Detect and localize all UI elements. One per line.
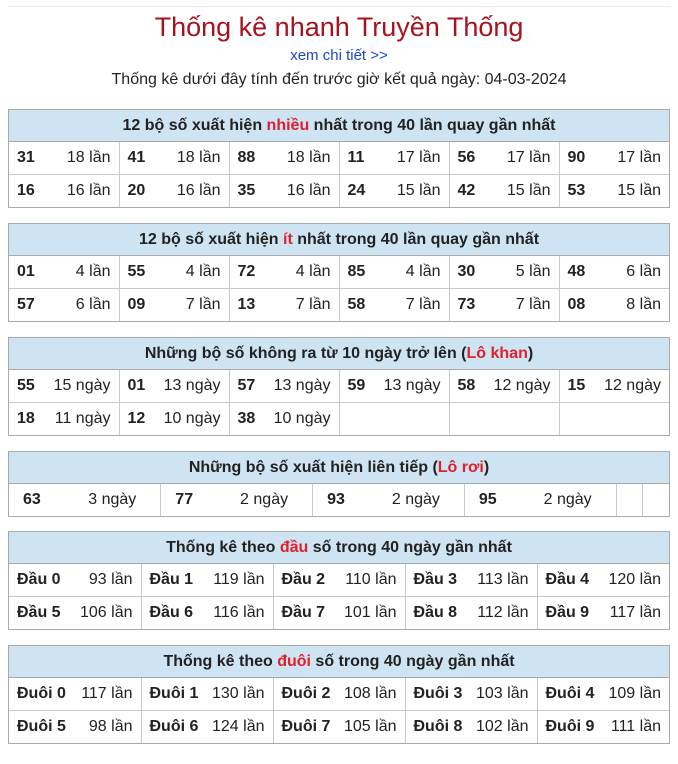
stat-number: Đuôi 7 <box>281 718 331 735</box>
stat-count: 105 lần <box>344 718 397 735</box>
stat-number: 57 <box>17 296 35 313</box>
stat-cell <box>405 711 537 744</box>
stat-number: Đầu 9 <box>545 604 590 621</box>
table-row <box>9 289 669 322</box>
table-row <box>9 403 669 436</box>
stat-cell <box>273 711 405 744</box>
stat-count: 12 ngày <box>604 377 661 394</box>
stat-cell <box>339 175 449 208</box>
stat-count: 7 lần <box>295 296 331 313</box>
stat-number: 53 <box>567 182 586 199</box>
stat-count: 109 lần <box>608 685 661 702</box>
stat-cell <box>9 289 119 322</box>
stat-count: 117 lần <box>609 604 661 621</box>
stat-number: Đầu 5 <box>17 604 61 621</box>
stat-count: 4 lần <box>75 263 111 280</box>
table-row <box>9 678 669 711</box>
stat-number: Đuôi 1 <box>149 685 199 702</box>
stat-count: 7 lần <box>515 296 551 313</box>
stat-cell <box>313 484 465 516</box>
page-header <box>0 12 678 90</box>
stat-count: 13 ngày <box>383 377 441 394</box>
stat-number: 20 <box>127 182 146 199</box>
most-frequent-table <box>9 142 669 207</box>
stat-number: Đuôi 2 <box>281 685 331 702</box>
stat-number: Đầu 4 <box>545 571 590 588</box>
stat-number: 18 <box>17 410 35 427</box>
stat-number: 58 <box>347 296 366 313</box>
stat-number: Đầu 1 <box>149 571 194 588</box>
stat-count: 15 lần <box>506 182 551 199</box>
stat-number: 41 <box>127 149 146 166</box>
stat-cell <box>405 564 537 597</box>
stat-count: 111 lần <box>610 718 661 735</box>
table-row <box>9 175 669 208</box>
empty-cell <box>643 484 669 516</box>
stat-cell <box>141 711 273 744</box>
stat-count: 10 ngày <box>163 410 221 427</box>
stat-cell <box>559 175 669 208</box>
stat-count: 101 lần <box>344 604 397 621</box>
stat-count: 113 lần <box>477 571 529 588</box>
stat-number: 88 <box>237 149 256 166</box>
stat-cell <box>449 175 559 208</box>
stat-count: 93 lần <box>88 571 133 588</box>
stat-count: 10 ngày <box>273 410 331 427</box>
least-frequent-block <box>8 223 670 322</box>
empty-cell <box>339 403 449 436</box>
stat-cell <box>229 256 339 289</box>
most-frequent-header: 12 bộ số xuất hiện nhiều nhất trong 40 lần quay gần nhất <box>9 110 669 142</box>
least-frequent-header: 12 bộ số xuất hiện ít nhất trong 40 lần quay gần nhất <box>9 224 669 256</box>
stat-count: 17 lần <box>396 149 441 166</box>
stat-count: 7 lần <box>185 296 221 313</box>
duoi-block <box>8 645 670 744</box>
stat-cell <box>273 678 405 711</box>
stat-cell <box>449 142 559 175</box>
stat-number: 58 <box>457 377 476 394</box>
stat-number: Đầu 0 <box>17 571 61 588</box>
stat-number: 08 <box>567 296 586 313</box>
stat-number: Đuôi 5 <box>17 718 66 735</box>
stat-count: 12 ngày <box>493 377 551 394</box>
page-subtitle: Thống kê dưới đây tính đến trước giờ kết quả ngày: 04-03-2024 <box>111 71 567 88</box>
stat-count: 6 lần <box>75 296 111 313</box>
stat-cell <box>9 484 161 516</box>
stat-count: 98 lần <box>88 718 133 735</box>
stat-number: 93 <box>327 491 345 508</box>
stat-count: 18 lần <box>286 149 331 166</box>
stat-count: 13 ngày <box>273 377 331 394</box>
stat-number: 59 <box>347 377 366 394</box>
stat-count: 18 lần <box>176 149 221 166</box>
stat-number: 16 <box>17 182 35 199</box>
stat-count: 16 lần <box>66 182 111 199</box>
stat-count: 117 lần <box>81 685 133 702</box>
stat-cell <box>559 370 669 403</box>
stat-number: 09 <box>127 296 146 313</box>
table-row <box>9 484 669 516</box>
stat-cell <box>449 370 559 403</box>
stat-cell <box>9 597 141 630</box>
stat-cell <box>229 175 339 208</box>
lo-khan-table <box>9 370 669 435</box>
stat-count: 102 lần <box>476 718 529 735</box>
stat-number: 12 <box>127 410 146 427</box>
lo-roi-table <box>9 484 669 516</box>
stat-number: Đầu 6 <box>149 604 194 621</box>
stat-cell <box>229 142 339 175</box>
stat-cell <box>119 370 229 403</box>
stat-count: 15 ngày <box>53 377 111 394</box>
stat-number: Đuôi 6 <box>149 718 199 735</box>
stat-cell <box>9 370 119 403</box>
stat-count: 17 lần <box>617 149 661 166</box>
stat-count: 116 lần <box>213 604 265 621</box>
stat-number: 73 <box>457 296 476 313</box>
stat-number: 11 <box>347 149 365 166</box>
stat-count: 106 lần <box>80 604 133 621</box>
stat-count: 2 ngày <box>391 491 440 508</box>
stat-cell <box>537 711 669 744</box>
duoi-table <box>9 678 669 743</box>
stat-count: 2 ngày <box>240 491 289 508</box>
stat-cell <box>9 711 141 744</box>
stat-number: 35 <box>237 182 256 199</box>
dau-table <box>9 564 669 629</box>
stat-count: 16 lần <box>286 182 331 199</box>
stat-cell <box>9 564 141 597</box>
stat-cell <box>9 256 119 289</box>
table-row <box>9 597 669 630</box>
stat-count: 4 lần <box>185 263 221 280</box>
stat-cell <box>464 484 616 516</box>
stat-count: 5 lần <box>515 263 551 280</box>
stat-cell <box>405 678 537 711</box>
stat-count: 13 ngày <box>163 377 221 394</box>
stat-cell <box>339 370 449 403</box>
stat-count: 110 lần <box>345 571 397 588</box>
stat-cell <box>559 256 669 289</box>
stat-number: Đuôi 4 <box>545 685 595 702</box>
stat-number: Đầu 8 <box>413 604 458 621</box>
stat-cell <box>559 142 669 175</box>
stat-number: 95 <box>478 491 497 508</box>
stat-number: Đầu 2 <box>281 571 326 588</box>
stat-cell <box>537 597 669 630</box>
lo-khan-block <box>8 337 670 436</box>
stat-number: 57 <box>237 377 256 394</box>
stat-cell <box>9 142 119 175</box>
stat-cell <box>9 678 141 711</box>
lo-roi-block <box>8 451 670 517</box>
empty-cell <box>449 403 559 436</box>
stat-cell <box>119 289 229 322</box>
stat-count: 18 lần <box>66 149 111 166</box>
dau-header: Thống kê theo đầu số trong 40 ngày gần nhất <box>9 532 669 564</box>
table-row <box>9 711 669 744</box>
stat-number: 01 <box>17 263 35 280</box>
stat-number: 48 <box>567 263 586 280</box>
stat-cell <box>339 256 449 289</box>
stat-count: 119 lần <box>213 571 265 588</box>
stat-cell <box>161 484 313 516</box>
least-frequent-table <box>9 256 669 321</box>
top-divider <box>8 6 670 7</box>
stat-cell <box>339 142 449 175</box>
stat-cell <box>229 370 339 403</box>
stat-number: 55 <box>127 263 146 280</box>
stat-number: 13 <box>237 296 256 313</box>
stat-number: Đầu 7 <box>281 604 326 621</box>
page-title: Thống kê nhanh Truyền Thống <box>154 12 524 42</box>
stat-number: 24 <box>347 182 366 199</box>
stat-number: 31 <box>17 149 35 166</box>
dau-block <box>8 531 670 630</box>
stat-count: 11 ngày <box>54 410 111 427</box>
stat-count: 3 ngày <box>88 491 137 508</box>
lo-khan-header: Những bộ số không ra từ 10 ngày trở lên (Lô khan) <box>9 338 669 370</box>
table-row <box>9 564 669 597</box>
stat-cell <box>119 142 229 175</box>
empty-cell <box>559 403 669 436</box>
stat-number: 01 <box>127 377 146 394</box>
stat-number: Đầu 3 <box>413 571 458 588</box>
stat-cell <box>119 256 229 289</box>
stat-number: 85 <box>347 263 366 280</box>
table-row <box>9 256 669 289</box>
stat-cell <box>229 289 339 322</box>
lo-roi-header: Những bộ số xuất hiện liên tiếp (Lô rơi) <box>9 452 669 484</box>
stat-count: 15 lần <box>617 182 661 199</box>
stat-count: 6 lần <box>626 263 661 280</box>
stat-number: 15 <box>567 377 586 394</box>
stat-count: 4 lần <box>295 263 331 280</box>
stat-count: 4 lần <box>405 263 441 280</box>
table-row <box>9 142 669 175</box>
table-row <box>9 370 669 403</box>
stat-cell <box>449 289 559 322</box>
stat-count: 15 lần <box>396 182 441 199</box>
stat-count: 7 lần <box>405 296 441 313</box>
stat-count: 17 lần <box>506 149 551 166</box>
stat-number: Đuôi 0 <box>17 685 66 702</box>
stat-cell <box>119 175 229 208</box>
stat-number: 72 <box>237 263 256 280</box>
stat-cell <box>141 597 273 630</box>
stat-cell <box>229 403 339 436</box>
stat-number: Đuôi 3 <box>413 685 463 702</box>
duoi-header: Thống kê theo đuôi số trong 40 ngày gần nhất <box>9 646 669 678</box>
stat-count: 103 lần <box>476 685 529 702</box>
stat-cell <box>9 403 119 436</box>
stat-number: Đuôi 8 <box>413 718 463 735</box>
stat-number: Đuôi 9 <box>545 718 595 735</box>
stat-count: 2 ngày <box>543 491 592 508</box>
stat-number: 38 <box>237 410 256 427</box>
empty-cell <box>616 484 642 516</box>
stat-count: 112 lần <box>477 604 529 621</box>
stat-count: 16 lần <box>176 182 221 199</box>
stat-cell <box>559 289 669 322</box>
view-details-link[interactable]: xem chi tiết >> <box>290 47 388 64</box>
stat-number: 30 <box>457 263 476 280</box>
stat-count: 120 lần <box>608 571 661 588</box>
stat-cell <box>273 597 405 630</box>
stat-cell <box>273 564 405 597</box>
stat-count: 108 lần <box>344 685 397 702</box>
stat-number: 77 <box>175 491 194 508</box>
stat-count: 8 lần <box>626 296 661 313</box>
stat-cell <box>537 564 669 597</box>
stat-cell <box>9 175 119 208</box>
stat-number: 55 <box>17 377 35 394</box>
stat-count: 124 lần <box>212 718 265 735</box>
stat-cell <box>141 564 273 597</box>
stat-number: 42 <box>457 182 476 199</box>
stat-count: 130 lần <box>212 685 265 702</box>
stat-cell <box>537 678 669 711</box>
stat-cell <box>119 403 229 436</box>
stat-cell <box>339 289 449 322</box>
stat-number: 90 <box>567 149 586 166</box>
stat-cell <box>405 597 537 630</box>
stat-cell <box>449 256 559 289</box>
stat-cell <box>141 678 273 711</box>
stat-number: 63 <box>23 491 41 508</box>
most-frequent-block <box>8 109 670 208</box>
stat-number: 56 <box>457 149 476 166</box>
